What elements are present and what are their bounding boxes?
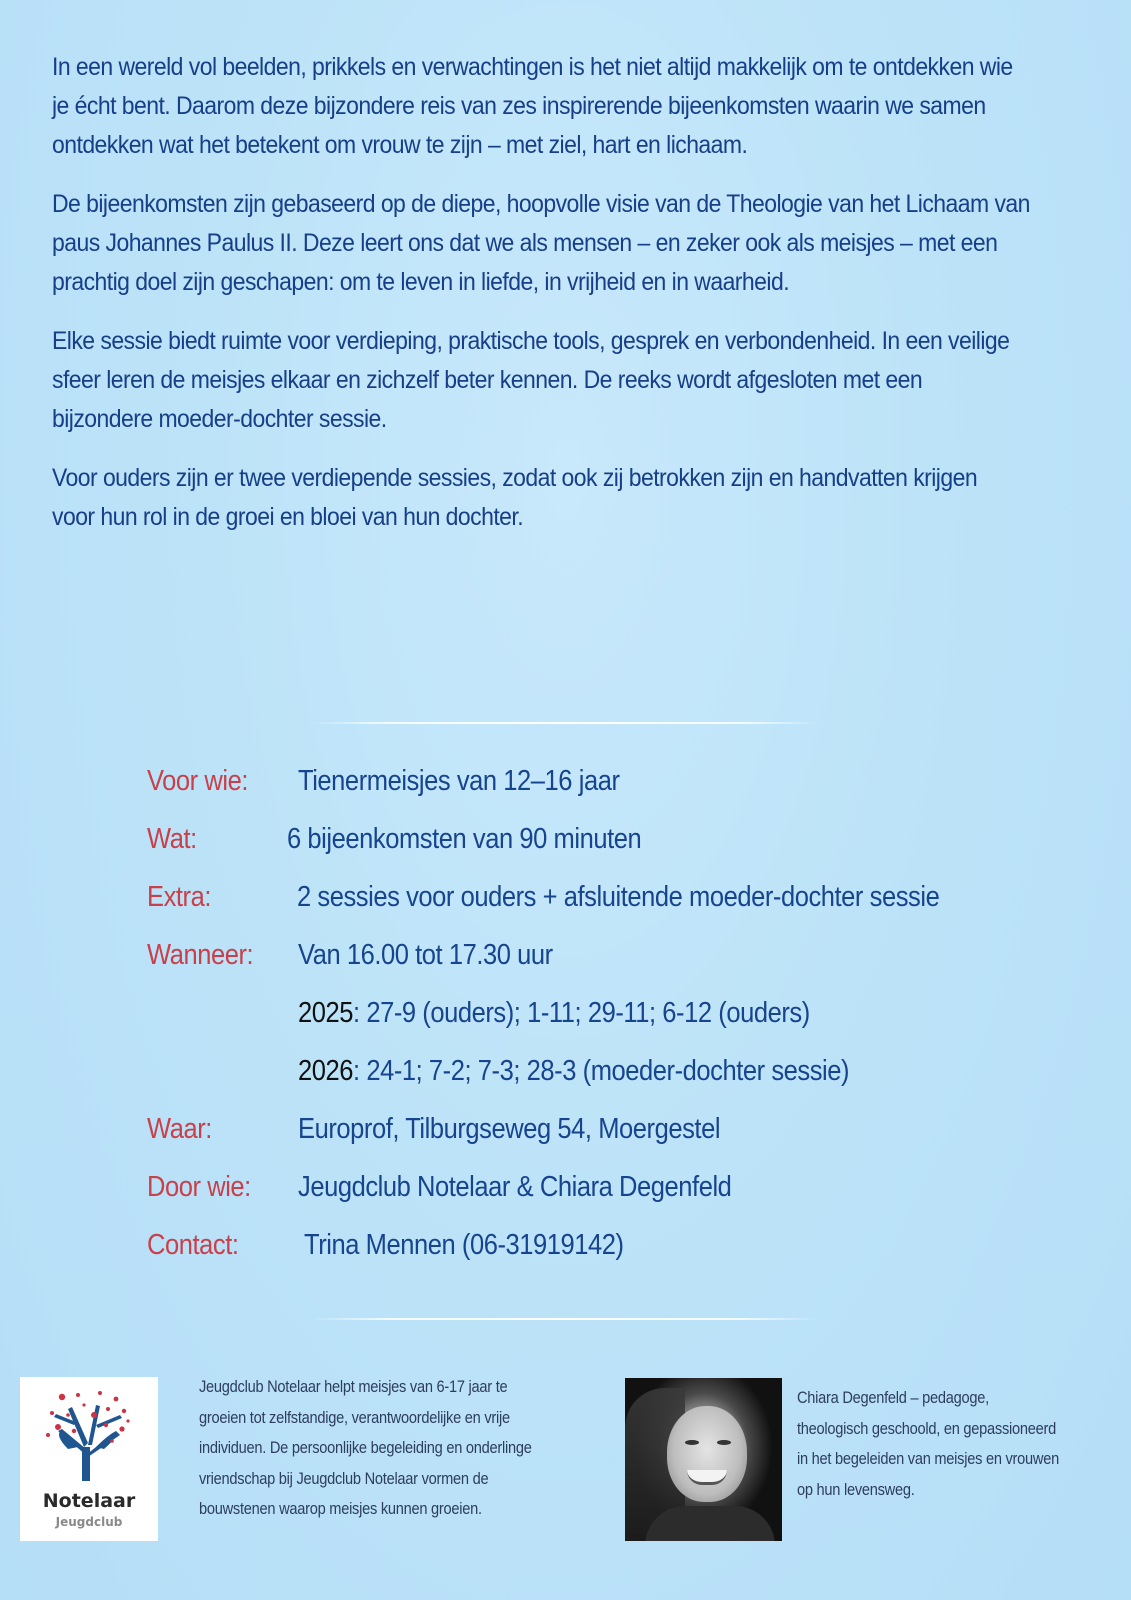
detail-label: Wanneer: (147, 939, 254, 971)
detail-label: Door wie: (147, 1171, 251, 1203)
line: vriendschap bij Jeugdclub Notelaar vormen de (199, 1468, 489, 1488)
detail-value: Van 16.00 tot 17.30 uur (298, 939, 553, 971)
detail-value: Tienermeisjes van 12–16 jaar (298, 765, 620, 797)
detail-label: Waar: (147, 1113, 212, 1145)
line: in het begeleiden van meisjes en vrouwen (797, 1449, 1059, 1468)
logo-title: Notelaar (42, 1490, 136, 1512)
line: Chiara Degenfeld – pedagoge, (797, 1388, 989, 1407)
photo-body (645, 1506, 775, 1541)
tree-hands-stars-icon (38, 1385, 140, 1487)
detail-label: Voor wie: (147, 765, 249, 797)
line: je écht bent. Daarom deze bijzondere reis van zes inspirerende bijeenkomsten waarin we samen (52, 92, 986, 120)
divider-bottom (310, 1318, 820, 1320)
year: 2026 (298, 1055, 354, 1087)
dates: : 27-9 (ouders); 1-11; 29-11; 6-12 (ouders) (353, 997, 810, 1029)
line: Voor ouders zijn er twee verdiepende sessies, zodat ook zij betrokken zijn en handvatten krijgen (52, 464, 978, 492)
line: individuen. De persoonlijke begeleiding en onderlinge (199, 1438, 532, 1457)
portrait-photo (625, 1378, 782, 1541)
line: De bijeenkomsten zijn gebaseerd op de diepe, hoopvolle visie van de Theologie van het Lichaam van (52, 190, 1030, 218)
intro-paragraph-3 (52, 322, 1092, 439)
year: 2025 (298, 997, 354, 1029)
intro-paragraph-4 (52, 459, 1092, 537)
notelaar-logo (20, 1377, 158, 1541)
detail-label: Extra: (147, 881, 212, 913)
photo-eye (685, 1440, 699, 1445)
logo-subtitle: Jeugdclub (55, 1515, 123, 1529)
line: In een wereld vol beelden, prikkels en verwachtingen is het niet altijd makkelijk om te ontdekken wie (52, 53, 1013, 81)
line: theologisch geschoold, en gepassioneerd (797, 1418, 1056, 1438)
detail-value (298, 997, 810, 1030)
line: op hun levensweg. (797, 1479, 915, 1499)
divider-top (310, 722, 820, 724)
line: ontdekken wat het betekent om vrouw te zijn – met ziel, hart en lichaam. (52, 131, 748, 159)
detail-value: 6 bijeenkomsten van 90 minuten (287, 823, 642, 855)
detail-value: Trina Mennen (06-31919142) (304, 1229, 624, 1261)
line: paus Johannes Paulus II. Deze leert ons dat we als mensen – en zeker ook als meisjes – met een (52, 229, 998, 257)
detail-label: Wat: (147, 823, 197, 855)
line: sfeer leren de meisjes elkaar en zichzelf beter kennen. De reeks wordt afgesloten met een (52, 366, 923, 394)
line: Jeugdclub Notelaar helpt meisjes van 6-17 jaar te (199, 1377, 508, 1396)
intro-paragraph-1 (52, 48, 1092, 165)
line: voor hun rol in de groei en bloei van hun dochter. (52, 503, 524, 531)
photo-face (667, 1406, 747, 1502)
intro-text (52, 48, 1092, 557)
dates: : 24-1; 7-2; 7-3; 28-3 (moeder-dochter sessie) (353, 1055, 850, 1087)
detail-label: Contact: (147, 1229, 239, 1261)
line: prachtig doel zijn geschapen: om te leven in liefde, in vrijheid en in waarheid. (52, 268, 790, 296)
intro-paragraph-2 (52, 185, 1092, 302)
detail-value: 2 sessies voor ouders + afsluitende moeder-dochter sessie (297, 881, 940, 913)
detail-value (298, 1055, 849, 1088)
photo-eye (717, 1440, 731, 1445)
detail-value: Jeugdclub Notelaar & Chiara Degenfeld (298, 1171, 732, 1203)
club-description (199, 1372, 586, 1525)
line: Elke sessie biedt ruimte voor verdieping, praktische tools, gesprek en verbondenheid. In een veilige (52, 327, 1010, 355)
detail-value: Europrof, Tilburgseweg 54, Moergestel (298, 1113, 721, 1145)
line: groeien tot zelfstandige, verantwoordelijke en vrije (199, 1407, 510, 1427)
line: bijzondere moeder-dochter sessie. (52, 405, 387, 433)
line: bouwstenen waarop meisjes kunnen groeien. (199, 1499, 482, 1518)
bio-description (797, 1383, 1124, 1505)
